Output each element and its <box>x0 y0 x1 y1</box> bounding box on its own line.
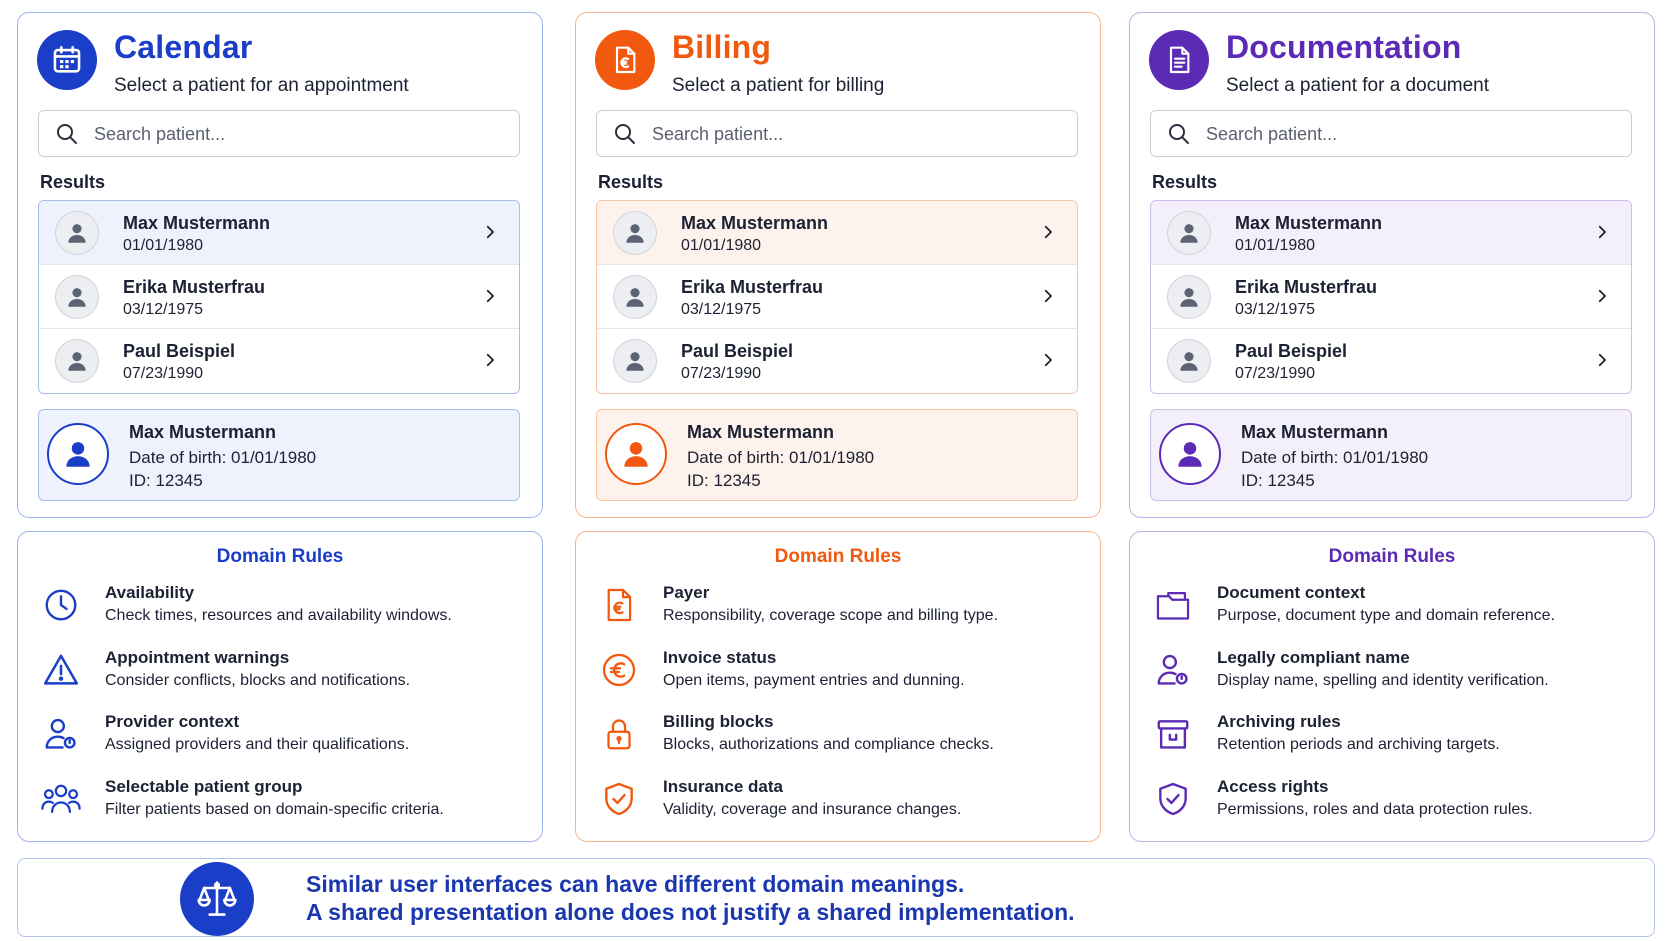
rule-description: Consider conflicts, blocks and notifications. <box>105 672 411 689</box>
list-item[interactable] <box>39 265 519 329</box>
avatar <box>1167 211 1211 255</box>
selected-patient-dob: Date of birth: 01/01/1980 <box>687 448 875 467</box>
chevron-right-icon <box>1039 287 1057 310</box>
patient-name: Erika Musterfrau <box>681 277 824 297</box>
invoice-euro-icon <box>598 584 640 626</box>
rule-description: Validity, coverage and insurance changes. <box>663 801 962 818</box>
patient-name: Erika Musterfrau <box>123 277 266 297</box>
rule-item <box>1130 709 1654 769</box>
rule-title: Legally compliant name <box>1217 648 1410 667</box>
rule-item <box>1130 580 1654 640</box>
selected-patient-id: ID: 12345 <box>687 471 761 490</box>
list-item[interactable] <box>597 201 1077 265</box>
selected-patient-id: ID: 12345 <box>1241 471 1315 490</box>
chevron-right-icon <box>481 287 499 310</box>
chevron-right-icon <box>1039 351 1057 374</box>
selected-patient-avatar <box>47 423 109 485</box>
patient-results-list <box>1150 200 1632 394</box>
rule-description: Check times, resources and availability windows. <box>105 607 452 624</box>
selected-patient-card <box>38 409 520 501</box>
avatar <box>1167 339 1211 383</box>
selected-patient-id: ID: 12345 <box>129 471 203 490</box>
rule-item <box>18 709 542 769</box>
patient-results-list <box>596 200 1078 394</box>
selected-patient-card <box>1150 409 1632 501</box>
results-label: Results <box>1152 172 1218 192</box>
avatar <box>55 339 99 383</box>
rule-description: Retention periods and archiving targets. <box>1217 736 1500 753</box>
list-item[interactable] <box>1151 329 1631 393</box>
rule-title: Access rights <box>1217 777 1329 796</box>
avatar <box>613 275 657 319</box>
patient-dob: 03/12/1975 <box>123 301 204 318</box>
rules-title: Domain Rules <box>216 546 344 567</box>
patient-dob: 07/23/1990 <box>681 365 762 382</box>
patient-dob: 03/12/1975 <box>1235 301 1316 318</box>
chevron-right-icon <box>481 223 499 246</box>
search-input[interactable] <box>1206 119 1606 149</box>
footer-banner <box>17 858 1655 937</box>
rules-title: Domain Rules <box>1328 546 1456 567</box>
patient-name: Erika Musterfrau <box>1235 277 1378 297</box>
rule-item <box>1130 774 1654 834</box>
avatar <box>55 211 99 255</box>
selected-patient-card <box>596 409 1078 501</box>
rule-title: Provider context <box>105 712 240 731</box>
footer-line-1: Similar user interfaces can have different domain meanings. <box>306 871 965 897</box>
person-id-icon <box>1152 649 1194 691</box>
shield-check-icon <box>1152 778 1194 820</box>
patient-dob: 07/23/1990 <box>1235 365 1316 382</box>
patient-name: Paul Beispiel <box>1235 341 1348 361</box>
selected-patient-dob: Date of birth: 01/01/1980 <box>1241 448 1429 467</box>
rule-item <box>18 645 542 705</box>
patient-search-field[interactable] <box>38 110 520 157</box>
rule-item <box>576 645 1100 705</box>
patient-dob: 01/01/1980 <box>1235 237 1316 254</box>
folder-icon <box>1152 584 1194 626</box>
panel-subtitle: Select a patient for an appointment <box>114 75 409 96</box>
billing-panel <box>575 12 1101 518</box>
billing-domain-rules <box>575 531 1101 842</box>
patient-dob: 03/12/1975 <box>681 301 762 318</box>
archive-box-icon <box>1152 713 1194 755</box>
rule-item <box>1130 645 1654 705</box>
documentation-domain-rules <box>1129 531 1655 842</box>
rule-title: Selectable patient group <box>105 777 303 796</box>
rule-title: Appointment warnings <box>105 648 290 667</box>
rule-title: Insurance data <box>663 777 783 796</box>
patient-results-list <box>38 200 520 394</box>
list-item[interactable] <box>39 201 519 265</box>
patient-name: Paul Beispiel <box>681 341 794 361</box>
rule-title: Document context <box>1217 583 1366 602</box>
rule-description: Permissions, roles and data protection rules. <box>1217 801 1533 818</box>
list-item[interactable] <box>597 329 1077 393</box>
results-label: Results <box>598 172 664 192</box>
list-item[interactable] <box>1151 201 1631 265</box>
selected-patient-name: Max Mustermann <box>129 422 277 442</box>
invoice-euro-icon <box>595 30 655 90</box>
warning-icon <box>40 649 82 691</box>
patient-name: Paul Beispiel <box>123 341 236 361</box>
provider-icon <box>40 713 82 755</box>
rule-title: Archiving rules <box>1217 712 1341 731</box>
panel-title: Documentation <box>1226 29 1462 65</box>
rule-description: Display name, spelling and identity verification. <box>1217 672 1549 689</box>
panel-subtitle: Select a patient for a document <box>1226 75 1489 96</box>
selected-patient-dob: Date of birth: 01/01/1980 <box>129 448 317 467</box>
avatar <box>1167 275 1211 319</box>
rule-item <box>18 774 542 834</box>
rule-description: Blocks, authorizations and compliance checks. <box>663 736 994 753</box>
calendar-panel <box>17 12 543 518</box>
selected-patient-name: Max Mustermann <box>1241 422 1389 442</box>
rule-title: Invoice status <box>663 648 777 667</box>
results-label: Results <box>40 172 106 192</box>
rule-title: Payer <box>663 583 710 602</box>
rule-item <box>576 774 1100 834</box>
clock-icon <box>40 584 82 626</box>
chevron-right-icon <box>1039 223 1057 246</box>
panel-title: Calendar <box>114 29 253 65</box>
chevron-right-icon <box>1593 287 1611 310</box>
chevron-right-icon <box>1593 223 1611 246</box>
patient-search-field[interactable] <box>596 110 1078 157</box>
search-icon <box>1167 122 1191 151</box>
document-icon <box>1149 30 1209 90</box>
rule-description: Assigned providers and their qualifications. <box>105 736 410 753</box>
rule-description: Purpose, document type and domain reference. <box>1217 607 1555 624</box>
patient-name: Max Mustermann <box>1235 213 1383 233</box>
group-icon <box>40 778 82 820</box>
patient-name: Max Mustermann <box>123 213 271 233</box>
rule-description: Open items, payment entries and dunning. <box>663 672 965 689</box>
patient-dob: 01/01/1980 <box>681 237 762 254</box>
avatar <box>55 275 99 319</box>
selected-patient-name: Max Mustermann <box>687 422 835 442</box>
shield-check-icon <box>598 778 640 820</box>
search-icon <box>55 122 79 151</box>
search-input[interactable] <box>652 119 1052 149</box>
list-item[interactable] <box>597 265 1077 329</box>
rules-title: Domain Rules <box>774 546 902 567</box>
rule-description: Filter patients based on domain-specific criteria. <box>105 801 444 818</box>
calendar-icon <box>37 30 97 90</box>
rule-title: Billing blocks <box>663 712 774 731</box>
rule-title: Availability <box>105 583 195 602</box>
panel-title: Billing <box>672 29 772 65</box>
list-item[interactable] <box>1151 265 1631 329</box>
patient-name: Max Mustermann <box>681 213 829 233</box>
avatar <box>613 211 657 255</box>
patient-dob: 07/23/1990 <box>123 365 204 382</box>
avatar <box>613 339 657 383</box>
selected-patient-avatar <box>605 423 667 485</box>
search-icon <box>613 122 637 151</box>
rule-description: Responsibility, coverage scope and billing type. <box>663 607 999 624</box>
documentation-panel <box>1129 12 1655 518</box>
rule-item <box>576 580 1100 640</box>
selected-patient-avatar <box>1159 423 1221 485</box>
rule-item <box>576 709 1100 769</box>
calendar-domain-rules <box>17 531 543 842</box>
search-input[interactable] <box>94 119 494 149</box>
lock-icon <box>598 713 640 755</box>
chevron-right-icon <box>481 351 499 374</box>
patient-search-field[interactable] <box>1150 110 1632 157</box>
list-item[interactable] <box>39 329 519 393</box>
panel-subtitle: Select a patient for billing <box>672 75 885 96</box>
scales-icon <box>180 862 254 936</box>
euro-coin-icon <box>598 649 640 691</box>
chevron-right-icon <box>1593 351 1611 374</box>
footer-line-2: A shared presentation alone does not justify a shared implementation. <box>306 899 1075 925</box>
rule-item <box>18 580 542 640</box>
patient-dob: 01/01/1980 <box>123 237 204 254</box>
